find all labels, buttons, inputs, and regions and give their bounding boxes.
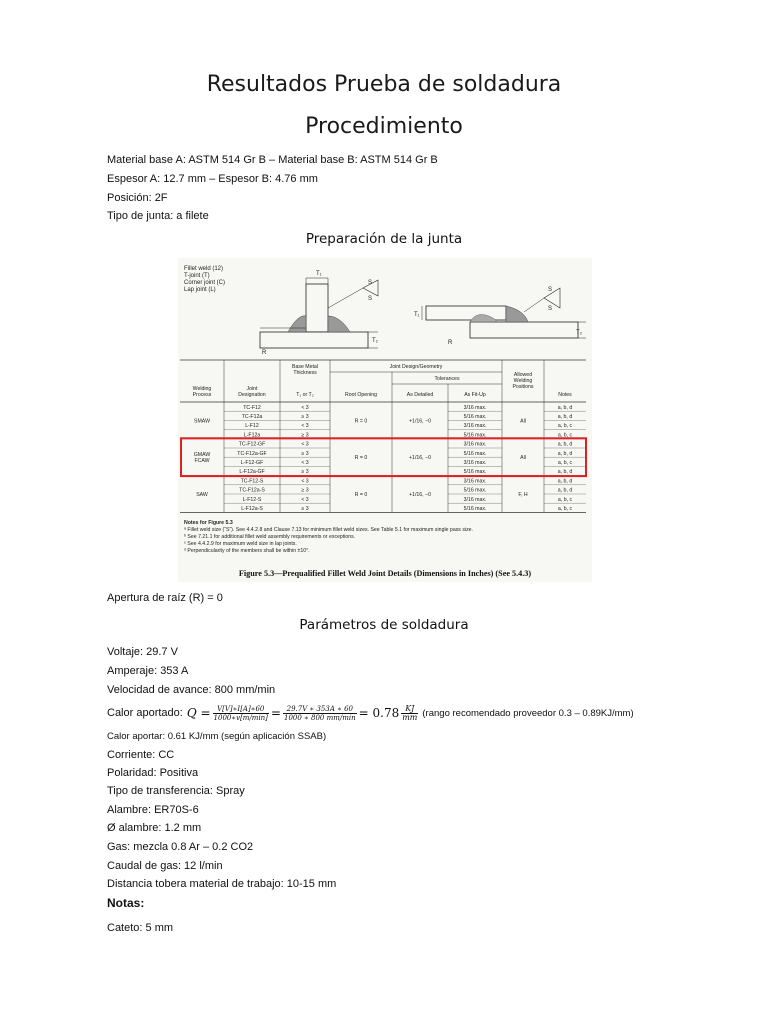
joint-designation: L-F12a-GF bbox=[239, 469, 265, 476]
joint-designation: TC-F12 bbox=[243, 404, 261, 411]
wire-diameter-line: Ø alambre: 1.2 mm bbox=[107, 822, 202, 834]
polarity-line: Polaridad: Positiva bbox=[107, 767, 199, 779]
gas-line: Gas: mezcla 0.8 Ar – 0.2 CO2 bbox=[107, 841, 254, 853]
joint-designation: L-F12a bbox=[243, 432, 261, 439]
fitup-tolerance: 5/16 max. bbox=[463, 450, 487, 457]
fraction-denominator: 1000 ∗ 800 mm/min bbox=[283, 713, 356, 722]
fraction-numerator: 29.7V ∗ 353A ∗ 60 bbox=[283, 705, 357, 714]
fitup-tolerance: 3/16 max. bbox=[463, 404, 487, 411]
t2-label: T₂ bbox=[576, 330, 582, 336]
figure-caption: Figure 5.3—Prequalified Fillet Weld Joint Details (Dimensions in Inches) (See 5.4.3) bbox=[238, 569, 532, 578]
note-line: ᵇ See 7.21.1 for additional fillet weld assembly requirements or exceptions. bbox=[184, 534, 356, 540]
notes-cell: a, b, c bbox=[557, 506, 573, 512]
fitup-tolerance: 3/16 max. bbox=[463, 441, 487, 448]
heat-label: Calor aportado: bbox=[107, 707, 183, 719]
s-label: S bbox=[368, 280, 373, 286]
joint-designation: L-F12 bbox=[245, 423, 259, 430]
header-positions: Welding bbox=[513, 378, 533, 384]
base-thickness: ≥ 3 bbox=[301, 432, 309, 439]
gas-flow-line: Caudal de gas: 12 l/min bbox=[107, 860, 223, 872]
legend-line: Fillet weld (12) bbox=[184, 266, 224, 272]
welding-process: FCAW bbox=[194, 458, 210, 465]
allowed-positions: F, H bbox=[518, 492, 528, 498]
s-label: S bbox=[548, 306, 553, 312]
header-joint: Joint bbox=[246, 386, 258, 392]
heat-input-formula bbox=[107, 700, 634, 726]
base-thickness: ≥ 3 bbox=[301, 469, 309, 476]
joint-designation: TC-F12-S bbox=[240, 478, 264, 485]
header-tolerances: Tolerances bbox=[434, 376, 460, 382]
header-process: Welding bbox=[192, 386, 212, 392]
notes-cell: a, b, c bbox=[557, 460, 573, 466]
fitup-tolerance: 5/16 max. bbox=[463, 414, 487, 420]
lap-joint-sketch bbox=[414, 287, 586, 346]
recommended-range-note: (rango recomendado proveedor 0.3 – 0.89KJ/mm) bbox=[422, 707, 634, 719]
note-line: ᵃ Fillet weld size (“S”). See 4.4.2.8 and Clause 7.13 for minimum fillet weld sizes. See Table 5.1 for maximum single pass size. bbox=[184, 527, 473, 533]
welding-process: SMAW bbox=[194, 418, 210, 425]
unit-numerator: KJ bbox=[401, 705, 418, 714]
joint-designation: TC-F12-GF bbox=[238, 441, 266, 448]
result-unit bbox=[401, 705, 418, 722]
current-line: Corriente: CC bbox=[107, 749, 175, 761]
position-line: Posición: 2F bbox=[107, 192, 168, 204]
joint-designation: TC-F12a-GF bbox=[237, 450, 267, 457]
notes-title: Notes for Figure 5.3 bbox=[184, 520, 233, 526]
joint-table bbox=[180, 360, 586, 512]
joint-designation: L-F12a-S bbox=[241, 506, 263, 512]
section-title-procedure: Procedimiento bbox=[305, 114, 463, 139]
t1-label: T₁ bbox=[316, 271, 322, 277]
base-material-line: Material base A: ASTM 514 Gr B – Material base B: ASTM 514 Gr B bbox=[107, 154, 438, 166]
notes-cell: a, b, d bbox=[557, 441, 573, 448]
fitup-tolerance: 3/16 max. bbox=[463, 460, 487, 466]
t2-label: T₂ bbox=[372, 338, 378, 344]
root-opening: R = 0 bbox=[354, 492, 368, 498]
fitup-tolerance: 5/16 max. bbox=[463, 469, 487, 476]
legend-line: Lap joint (L) bbox=[184, 287, 216, 293]
leg-size-line: Cateto: 5 mm bbox=[107, 922, 174, 934]
as-detailed: +1/16, −0 bbox=[409, 492, 431, 498]
formula-fraction-1 bbox=[213, 705, 269, 722]
allowed-positions: All bbox=[520, 455, 526, 462]
note-line: ᵈ Perpendicularity of the members shall be within ±10°. bbox=[184, 548, 310, 554]
header-root-opening: Root Opening bbox=[344, 392, 378, 398]
speed-line: Velocidad de avance: 800 mm/min bbox=[107, 684, 276, 696]
thickness-line: Espesor A: 12.7 mm – Espesor B: 4.76 mm bbox=[107, 173, 318, 185]
base-thickness: ≥ 3 bbox=[301, 450, 309, 457]
fraction-denominator: 1000∗v[m/min] bbox=[213, 713, 268, 722]
notes-cell: a, b, d bbox=[557, 414, 573, 420]
notes-cell: a, b, d bbox=[557, 450, 573, 457]
base-thickness: < 3 bbox=[301, 460, 309, 466]
unit-denominator: mm bbox=[402, 712, 418, 722]
as-detailed: +1/16, −0 bbox=[409, 455, 431, 462]
equals-sign: = bbox=[270, 706, 281, 720]
base-thickness: < 3 bbox=[301, 478, 309, 485]
header-thickness: T₁ or T₂ bbox=[296, 392, 314, 398]
as-detailed: +1/16, −0 bbox=[409, 418, 431, 425]
base-thickness: < 3 bbox=[301, 423, 309, 430]
fraction-numerator: V[V]∗I[A]∗60 bbox=[213, 705, 269, 714]
header-design: Joint Design/Geometry bbox=[389, 364, 443, 370]
header-as-fitup: As Fit-Up bbox=[464, 392, 486, 398]
base-thickness: < 3 bbox=[301, 496, 309, 503]
nozzle-distance-line: Distancia tobera material de trabajo: 10-15 mm bbox=[107, 878, 337, 890]
s-label: S bbox=[548, 287, 553, 293]
amperage-line: Amperaje: 353 A bbox=[107, 665, 189, 677]
root-gap-line: Apertura de raíz (R) = 0 bbox=[107, 592, 223, 604]
page-title: Resultados Prueba de soldadura bbox=[206, 72, 562, 97]
base-thickness: < 3 bbox=[301, 441, 309, 448]
allowed-positions: All bbox=[520, 418, 526, 425]
transfer-line: Tipo de transferencia: Spray bbox=[107, 785, 245, 797]
joint-designation: L-F12-S bbox=[242, 496, 262, 503]
joint-type-line: Tipo de junta: a filete bbox=[107, 210, 209, 222]
notes-cell: a, b, d bbox=[557, 469, 573, 476]
joint-designation: L-F12-GF bbox=[240, 460, 264, 466]
base-thickness: ≥ 3 bbox=[301, 506, 309, 512]
notes-cell: a, b, d bbox=[557, 487, 573, 494]
q-symbol: Q = bbox=[186, 706, 211, 720]
t1-label: T₁ bbox=[414, 312, 420, 318]
s-label: S bbox=[368, 296, 373, 302]
fitup-tolerance: 5/16 max. bbox=[463, 506, 487, 512]
header-positions: Allowed bbox=[513, 372, 533, 378]
notes-cell: a, b, c bbox=[557, 432, 573, 439]
fitup-tolerance: 3/16 max. bbox=[463, 496, 487, 503]
joint-figure-svg bbox=[178, 258, 592, 582]
fitup-tolerance: 3/16 max. bbox=[463, 478, 487, 485]
voltage-line: Voltaje: 29.7 V bbox=[107, 646, 178, 658]
fitup-tolerance: 3/16 max. bbox=[463, 423, 487, 430]
base-thickness: ≥ 3 bbox=[301, 414, 309, 420]
t-joint-sketch bbox=[260, 271, 379, 356]
notes-cell: a, b, c bbox=[557, 496, 573, 503]
notes-cell: a, b, d bbox=[557, 404, 573, 411]
header-joint: Designation bbox=[238, 392, 266, 398]
legend-line: T-joint (T) bbox=[184, 273, 210, 279]
params-heading: Parámetros de soldadura bbox=[299, 617, 469, 633]
base-thickness: < 3 bbox=[301, 404, 309, 411]
welding-process: SAW bbox=[196, 492, 208, 498]
header-thickness: Thickness bbox=[293, 370, 317, 376]
notes-cell: a, b, c bbox=[557, 423, 573, 430]
welding-process: GMAW bbox=[193, 452, 211, 459]
root-opening: R = 0 bbox=[354, 418, 368, 425]
header-as-detailed: As Detailed bbox=[406, 392, 434, 398]
notes-heading: Notas: bbox=[107, 896, 145, 910]
joint-designation: TC-F12a bbox=[241, 414, 263, 420]
base-thickness: ≥ 3 bbox=[301, 487, 309, 494]
header-process: Process bbox=[192, 392, 212, 398]
wire-line: Alambre: ER70S-6 bbox=[107, 804, 199, 816]
formula-fraction-2 bbox=[283, 705, 357, 722]
header-positions: Positions bbox=[512, 384, 534, 390]
note-line: ᶜ See 4.4.2.9 for maximum weld size in lap joints. bbox=[184, 541, 297, 547]
header-thickness: Base Metal bbox=[292, 364, 318, 370]
formula-result: = 0.78 bbox=[358, 706, 400, 720]
joint-figure bbox=[178, 258, 592, 582]
header-notes: Notes bbox=[558, 392, 572, 398]
legend-line: Corner joint (C) bbox=[184, 280, 226, 286]
r-label: R bbox=[448, 340, 453, 346]
fitup-tolerance: 5/16 max. bbox=[463, 487, 487, 494]
notes-cell: a, b, d bbox=[557, 478, 573, 485]
joint-prep-heading: Preparación de la junta bbox=[305, 231, 463, 247]
heat-input-applied: Calor aportar: 0.61 KJ/mm (según aplicación SSAB) bbox=[107, 731, 327, 742]
joint-designation: TC-F12a-S bbox=[239, 487, 265, 494]
r-label: R bbox=[262, 350, 267, 356]
fitup-tolerance: 5/16 max. bbox=[463, 432, 487, 439]
root-opening: R = 0 bbox=[354, 455, 368, 462]
